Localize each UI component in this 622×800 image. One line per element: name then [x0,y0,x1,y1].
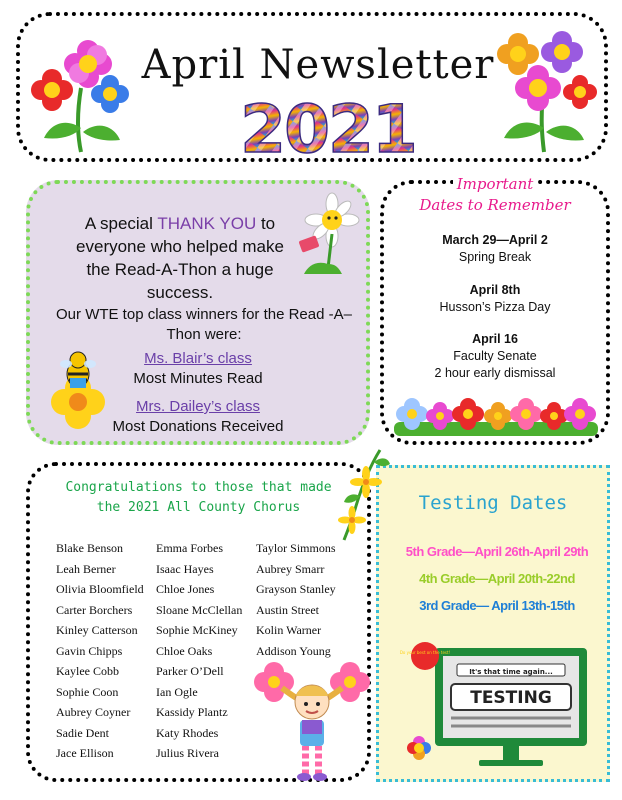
header-banner [16,12,608,168]
date-entry: March 29—April 2 Spring Break [442,233,548,264]
chorus-member: Kinley Catterson [56,623,138,637]
testing-dates-title: Testing Dates [418,492,568,514]
read-a-thon-thanks-panel [26,180,370,445]
chorus-member: Grayson Stanley [256,582,336,596]
bee-on-flower-illustration [44,352,114,430]
svg-text:TESTING: TESTING [470,688,552,708]
year-2021-graphic [208,91,448,168]
thank-you-highlight: THANK YOU [157,214,257,233]
winner-award: Most Donations Received [112,418,284,435]
chorus-name-column [256,538,336,661]
chorus-member: Jace Ellison [56,746,114,760]
chorus-member: Carter Borchers [56,602,133,617]
year-text: 2021 [240,91,416,168]
chorus-member: Aubrey Smarr [256,561,325,576]
chorus-name-column [156,538,242,764]
chorus-member: Katy Rhodes [156,725,219,740]
date-entry: April 8th Husson’s Pizza Day [439,283,551,314]
chorus-member: Parker O’Dell [156,664,224,678]
svg-text:It's that time again...: It's that time again... [469,668,553,676]
chorus-member: Sophie McKiney [156,623,238,637]
chorus-title: Congratulations to those that made the 2021 All County Chorus [65,480,332,515]
chorus-member: Austin Street [256,602,319,617]
grade-5-dates: 5th Grade—April 26th-April 29th [405,544,589,559]
chorus-member: Leah Berner [56,561,116,576]
svg-text:Do your best on the test!: Do your best on the test! [399,650,451,655]
chorus-member: Sadie Dent [56,725,109,740]
chorus-member: Emma Forbes [156,541,223,555]
chorus-member: Julius Rivera [156,746,219,760]
winner-class-link[interactable]: Mrs. Dailey’s class [136,398,260,415]
yellow-flower-vine-illustration [330,446,394,542]
testing-sign-illustration [399,640,597,772]
chorus-member: Chloe Jones [156,582,215,596]
girl-illustration [256,660,368,782]
thanks-message: A special THANK YOU to everyone who helped make the Read-A-Thon a huge success. [76,214,284,302]
winner-class-link[interactable]: Ms. Blair’s class [144,350,252,367]
chorus-member: Ian Ogle [156,684,198,699]
date-entry: April 16 Faculty Senate 2 hour early dismissal [434,332,556,380]
chorus-member: Sloane McClellan [156,602,243,617]
daisy-reading-illustration [292,194,364,278]
chorus-name-column [56,538,144,764]
important-dates-panel [380,175,610,445]
chorus-member: Sophie Coon [56,684,119,699]
chorus-member: Kolin Warner [256,623,322,637]
testing-dates-panel [376,465,610,782]
important-dates-title: Important Dates to Remember [384,174,606,216]
flowers-right-illustration [488,24,600,154]
chorus-member: Kassidy Plantz [156,705,228,719]
winners-intro: Our WTE top class winners for the Read -A– Thon were: [56,306,352,343]
chorus-member: Blake Benson [56,541,123,555]
chorus-member: Aubrey Coyner [56,705,131,719]
chorus-member: Isaac Hayes [156,561,214,576]
chorus-member: Taylor Simmons [256,541,336,555]
grade-3-dates: 3rd Grade— April 13th-15th [419,598,575,613]
all-county-chorus-panel [26,462,371,782]
flowers-left-illustration [26,28,136,154]
flower-row-illustration [394,398,598,438]
winner-award: Most Minutes Read [133,370,263,387]
chorus-member: Kaylee Cobb [56,664,119,678]
newsletter-title: April Newsletter [141,42,495,88]
chorus-member: Addison Young [256,643,331,658]
grade-4-dates: 4th Grade—April 20th-22nd [419,571,575,586]
chorus-member: Olivia Bloomfield [56,582,144,596]
chorus-member: Gavin Chipps [56,643,123,658]
chorus-member: Chloe Oaks [156,643,213,658]
